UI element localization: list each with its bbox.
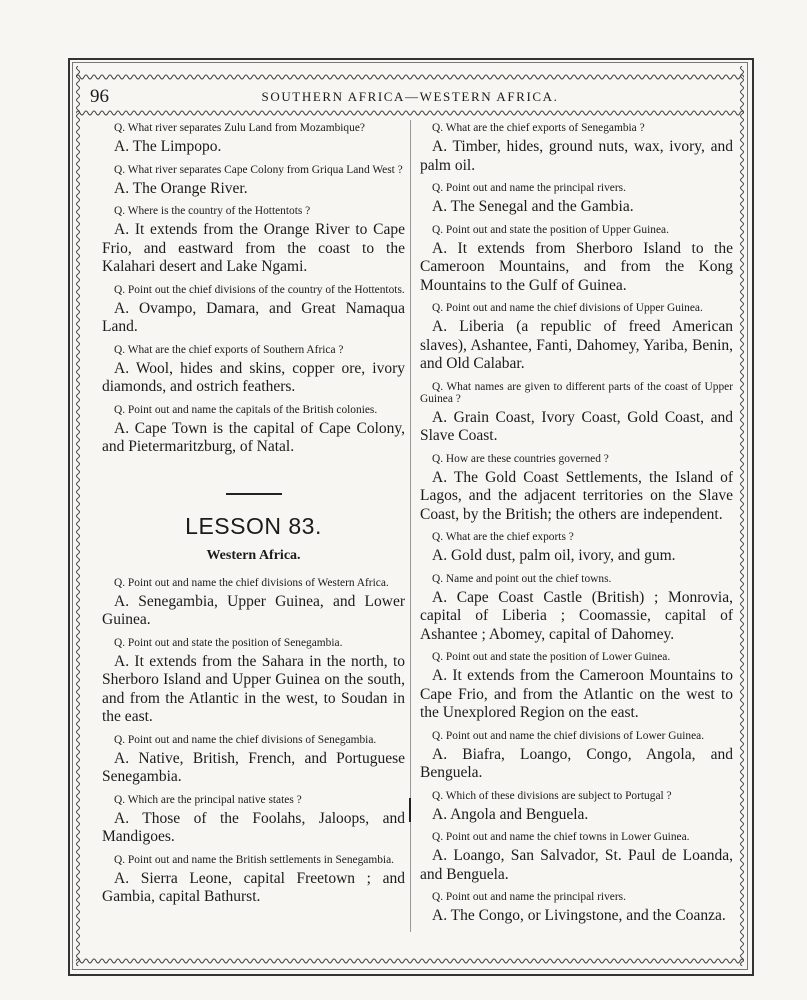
qa-item xyxy=(102,794,405,847)
question: Q. What river separates Cape Colony from Griqua Land West ? xyxy=(114,163,403,176)
question: Q. Point out the chief divisions of the country of the Hottentots. xyxy=(114,283,405,296)
answer: A. Liberia (a republic of freed American slaves), Ashantee, Fanti, Dahomey, Yariba, Benin, and Old Calabar. xyxy=(420,318,733,372)
page-header xyxy=(86,86,734,108)
question: Q. What river separates Zulu Land from Mozambique? xyxy=(114,122,365,134)
ornamental-border-right xyxy=(738,66,746,966)
question: Q. Point out and name the chief towns in Lower Guinea. xyxy=(432,831,690,843)
answer: A. The Limpopo. xyxy=(114,138,222,155)
answer: A. Loango, San Salvador, St. Paul de Loanda, and Benguela. xyxy=(420,847,733,883)
answer: A. Those of the Foolahs, Jaloops, and Mandigoes. xyxy=(102,809,405,845)
answer: A. The Congo, or Livingstone, and the Coanza. xyxy=(432,907,726,924)
ornamental-border-top xyxy=(76,72,744,82)
answer: A. The Orange River. xyxy=(114,179,248,197)
running-title: SOUTHERN AFRICA—WESTERN AFRICA. xyxy=(261,89,559,104)
answer: A. It extends from the Sahara in the north, to Sherboro Island and Upper Guinea on the south, and from the Atlantic in the west, to Soudan in the east. xyxy=(102,652,405,725)
question: Q. Point out and name the chief divisions of Lower Guinea. xyxy=(432,729,705,742)
answer: A. Cape Coast Castle (British) ; Monrovia, capital of Liberia ; Coomassie, capital of Ashantee ; Abomey, capital of Dahomey. xyxy=(420,588,733,643)
answer: A. It extends from the Cameroon Mountains to Cape Frio, and from the Atlantic on the west to the Unexplored Region on the east. xyxy=(420,667,733,721)
qa-item xyxy=(420,790,733,825)
question: Q. Point out and name the British settlements in Senegambia. xyxy=(114,853,394,866)
question: Q. Which are the principal native states ? xyxy=(114,793,302,806)
answer: A. Grain Coast, Ivory Coast, Gold Coast, and Slave Coast. xyxy=(420,408,733,444)
column-divider-mark xyxy=(409,798,411,822)
question: Q. Point out and name the principal rivers. xyxy=(432,182,626,194)
lesson-subtitle: Western Africa. xyxy=(206,547,301,563)
lesson-title: LESSON 83. xyxy=(185,512,322,539)
qa-item xyxy=(102,122,405,157)
question: Q. Point out and state the position of Upper Guinea. xyxy=(432,223,669,236)
qa-item xyxy=(102,734,405,787)
answer: A. Angola and Benguela. xyxy=(432,805,589,823)
question: Q. What are the chief exports of Senegambia ? xyxy=(432,122,645,134)
right-column xyxy=(420,122,733,933)
question: Q. Point out and name the principal rivers. xyxy=(432,891,626,903)
answer: A. The Gold Coast Settlements, the Island of Lagos, and the adjacent territories on the Slave Coast, by the British; the others are independent. xyxy=(420,468,733,523)
question: Q. Point out and name the chief divisions of Upper Guinea. xyxy=(432,302,703,314)
answer: A. It extends from Sherboro Island to the Cameroon Mountains, and from the Kong Mountains to the Gulf of Guinea. xyxy=(420,239,733,294)
ornamental-border-header xyxy=(76,108,744,118)
question: Q. What names are given to different parts of the coast of Upper Guinea ? xyxy=(420,380,733,405)
question: Q. Point out and name the chief divisions of Senegambia. xyxy=(114,733,377,746)
question: Q. Where is the country of the Hottentots ? xyxy=(114,205,311,217)
qa-item xyxy=(420,381,733,446)
qa-item xyxy=(102,577,405,630)
left-column xyxy=(102,122,405,914)
answer: A. Timber, hides, ground nuts, wax, ivory, and palm oil. xyxy=(420,138,733,174)
answer: A. Sierra Leone, capital Freetown ; and Gambia, capital Bathurst. xyxy=(102,869,405,905)
qa-item xyxy=(420,730,733,783)
qa-item xyxy=(420,453,733,525)
answer: A. Gold dust, palm oil, ivory, and gum. xyxy=(432,547,676,564)
qa-item xyxy=(420,182,733,217)
qa-item xyxy=(420,651,733,723)
qa-item xyxy=(102,344,405,397)
question: Q. Name and point out the chief towns. xyxy=(432,572,612,585)
qa-item xyxy=(420,573,733,645)
question: Q. Point out and name the capitals of the British colonies. xyxy=(114,403,378,416)
qa-item xyxy=(420,302,733,374)
qa-item xyxy=(420,891,733,926)
qa-item xyxy=(420,224,733,296)
section-rule xyxy=(226,493,282,495)
question: Q. What are the chief exports of Southern Africa ? xyxy=(114,343,344,356)
question: Q. Point out and state the position of Senegambia. xyxy=(114,636,343,649)
qa-item xyxy=(102,164,405,199)
answer: A. Native, British, French, and Portuguese Senegambia. xyxy=(102,749,405,785)
question: Q. Point out and name the chief divisions of Western Africa. xyxy=(114,576,389,589)
ornamental-border-left xyxy=(74,66,82,966)
answer: A. Senegambia, Upper Guinea, and Lower Guinea. xyxy=(102,592,405,628)
answer: A. Wool, hides and skins, copper ore, ivory diamonds, and ostrich feathers. xyxy=(102,359,405,395)
question: Q. What are the chief exports ? xyxy=(432,531,574,543)
qa-item xyxy=(102,854,405,907)
qa-item xyxy=(102,404,405,457)
answer: A. Cape Town is the capital of Cape Colony, and Pietermaritzburg, of Natal. xyxy=(102,419,405,455)
question: Q. Point out and state the position of Lower Guinea. xyxy=(432,651,671,663)
question: Q. Which of these divisions are subject to Portugal ? xyxy=(432,789,672,802)
qa-item xyxy=(102,637,405,727)
question: Q. How are these countries governed ? xyxy=(432,452,609,465)
answer: A. Biafra, Loango, Congo, Angola, and Benguela. xyxy=(420,745,733,781)
page-number: 96 xyxy=(90,86,109,107)
qa-item xyxy=(420,531,733,566)
answer: A. Ovampo, Damara, and Great Namaqua Land. xyxy=(102,299,405,335)
ornamental-border-bottom xyxy=(76,956,744,966)
answer: A. The Senegal and the Gambia. xyxy=(432,198,634,215)
qa-item xyxy=(102,205,405,277)
qa-item xyxy=(102,284,405,337)
answer: A. It extends from the Orange River to Cape Frio, and eastward from the coast to the Kalahari desert and Lake Ngami. xyxy=(102,221,405,275)
qa-item xyxy=(420,831,733,884)
qa-item xyxy=(420,122,733,175)
